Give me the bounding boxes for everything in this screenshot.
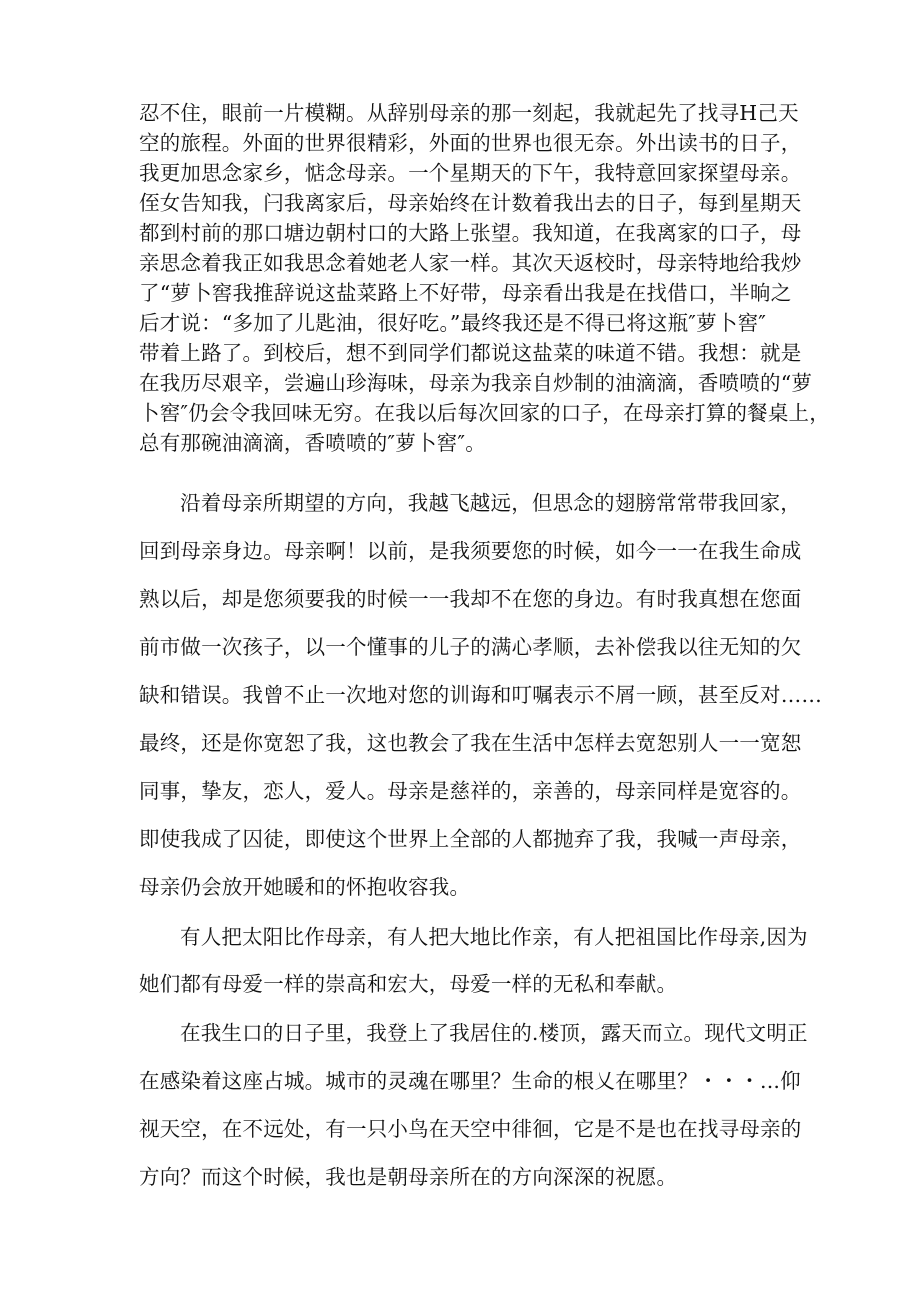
text-line: 侄女告知我，闩我离家后，母亲始终在计数着我出去的日子，每到星期天 <box>139 191 802 215</box>
text-line: 亲思念着我正如我思念着她老人家一样。其次天返校时，母亲特地给我炒 <box>139 251 802 275</box>
text-line: 在感染着这座占城。城市的灵魂在哪里？生命的根乂在哪里？・・・...仰 <box>139 1069 801 1093</box>
text-line: 即使我成了囚徒，即使这个世界上全部的人都抛弃了我，我喊一声母亲， <box>139 827 802 851</box>
text-line: 有人把太阳比作母亲，有人把大地比作亲，有人把祖国比作母亲,因为 <box>180 925 808 949</box>
text-line: 方向？而这个时候，我也是朝母亲所在的方向深深的祝愿。 <box>139 1165 678 1189</box>
text-line: 空的旅程。外面的世界很精彩，外面的世界也很无奈。外出读书的日子， <box>139 131 802 155</box>
text-line: 后才说：“多加了儿匙油，很好吃。”最终我还是不得已将这瓶″萝卜窖″ <box>139 311 767 335</box>
text-line: 前市做一次孩子，以一个懂事的儿子的满心孝顺，去补偿我以往无知的欠 <box>139 635 802 659</box>
text-line: 了“萝卜窖我推辞说这盐菜路上不好带，母亲看出我是在找借口，半晌之 <box>139 281 792 305</box>
text-line: 卜窖″仍会令我回味无穷。在我以后每次回家的口子，在母亲打算的餐桌上， <box>139 401 830 425</box>
text-line: 她们都有母爱一样的崇高和宏大，母爱一样的无私和奉献。 <box>139 972 678 996</box>
text-line: 缺和错误。我曾不止一次地对您的训诲和叮嘱表示不屑一顾，甚至反对…… <box>139 683 823 707</box>
text-line: 在我生口的日子里，我登上了我居住的.楼顶，露天而立。现代文明正 <box>180 1021 808 1045</box>
text-line: 最终，还是你宽恕了我，这也教会了我在生活中怎样去宽恕别人一一宽恕 <box>139 731 802 755</box>
text-line: 熟以后，却是您须要我的时候一一我却不在您的身边。有时我真想在您面 <box>139 587 802 611</box>
text-line: 同事，挚友，恋人，爱人。母亲是慈祥的，亲善的，母亲同样是宽容的。 <box>139 779 802 803</box>
text-line: 母亲仍会放开她暖和的怀抱收容我。 <box>139 875 471 899</box>
text-line: 都到村前的那口塘边朝村口的大路上张望。我知道，在我离家的口子，母 <box>139 221 802 245</box>
text-line: 忍不住，眼前一片模糊。从辞别母亲的那一刻起，我就起先了找寻H己天 <box>139 101 799 125</box>
text-line: 视天空，在不远处，有一只小鸟在天空中徘徊，它是不是也在找寻母亲的 <box>139 1117 802 1141</box>
text-line: 我更加思念家乡，惦念母亲。一个星期天的下午，我特意回家探望母亲。 <box>139 161 802 185</box>
text-line: 回到母亲身边。母亲啊！以前，是我须要您的时候，如今一一在我生命成 <box>139 539 802 563</box>
text-line: 沿着母亲所期望的方向，我越飞越远，但思念的翅膀常常带我回家， <box>180 491 801 515</box>
text-line: 带着上路了。到校后，想不到同学们都说这盐菜的味道不错。我想：就是 <box>139 341 802 365</box>
text-line: 在我历尽艰辛，尝遍山珍海味，母亲为我亲自炒制的油滴滴，香喷喷的“萝 <box>139 371 813 395</box>
text-line: 总有那碗油滴滴，香喷喷的″萝卜窖″。 <box>139 431 486 455</box>
